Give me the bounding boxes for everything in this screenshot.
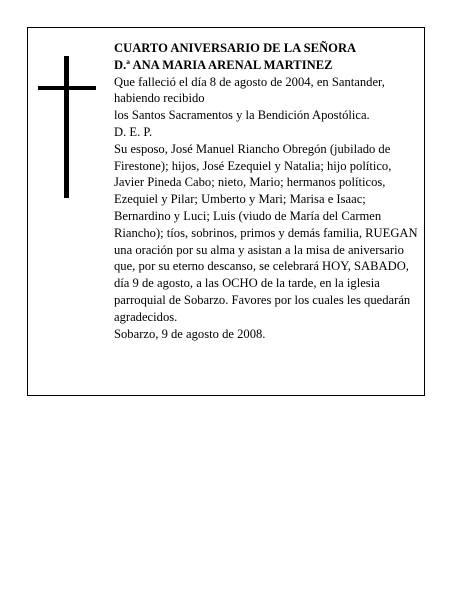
obituary-notice (27, 27, 425, 396)
passed-away-text: Que falleció el día 8 de agosto de 2004, en Santander, habiendo recibido (114, 74, 385, 106)
cross-icon (38, 56, 96, 198)
notice-title-line1: CUARTO ANIVERSARIO DE LA SEÑORA (114, 41, 357, 55)
sacraments-text: los Santos Sacramentos y la Bendición Apostólica. (114, 108, 370, 123)
family-request-text: Su esposo, José Manuel Riancho Obregón (jubilado de Firestone); hijos, José Ezequiel y Natalia; hijo político, Javier Pineda Cabo; nieto, Mario; hermanos políticos, Ezequiel y Pilar; Umberto y Mari; Marisa e Isaac; Bernardino y Luci; Luis (viudo de María del Carmen Riancho); tíos, sobrinos, primos y demás familia, RUEGAN una oración por su alma y asistan a la misa de aniversario que, por su eterno descanso, se celebrará HOY, SABADO, día 9 de agosto, a las OCHO de la tarde, en la iglesia parroquial de Sobarzo. Favores por los cuales les quedarán agradecidos. (114, 141, 418, 324)
notice-text (114, 40, 420, 342)
notice-title-line2: D.ª ANA MARIA ARENAL MARTINEZ (114, 57, 333, 72)
dep-text: D. E. P. (114, 124, 153, 139)
place-date-text: Sobarzo, 9 de agosto de 2008. (114, 326, 266, 341)
